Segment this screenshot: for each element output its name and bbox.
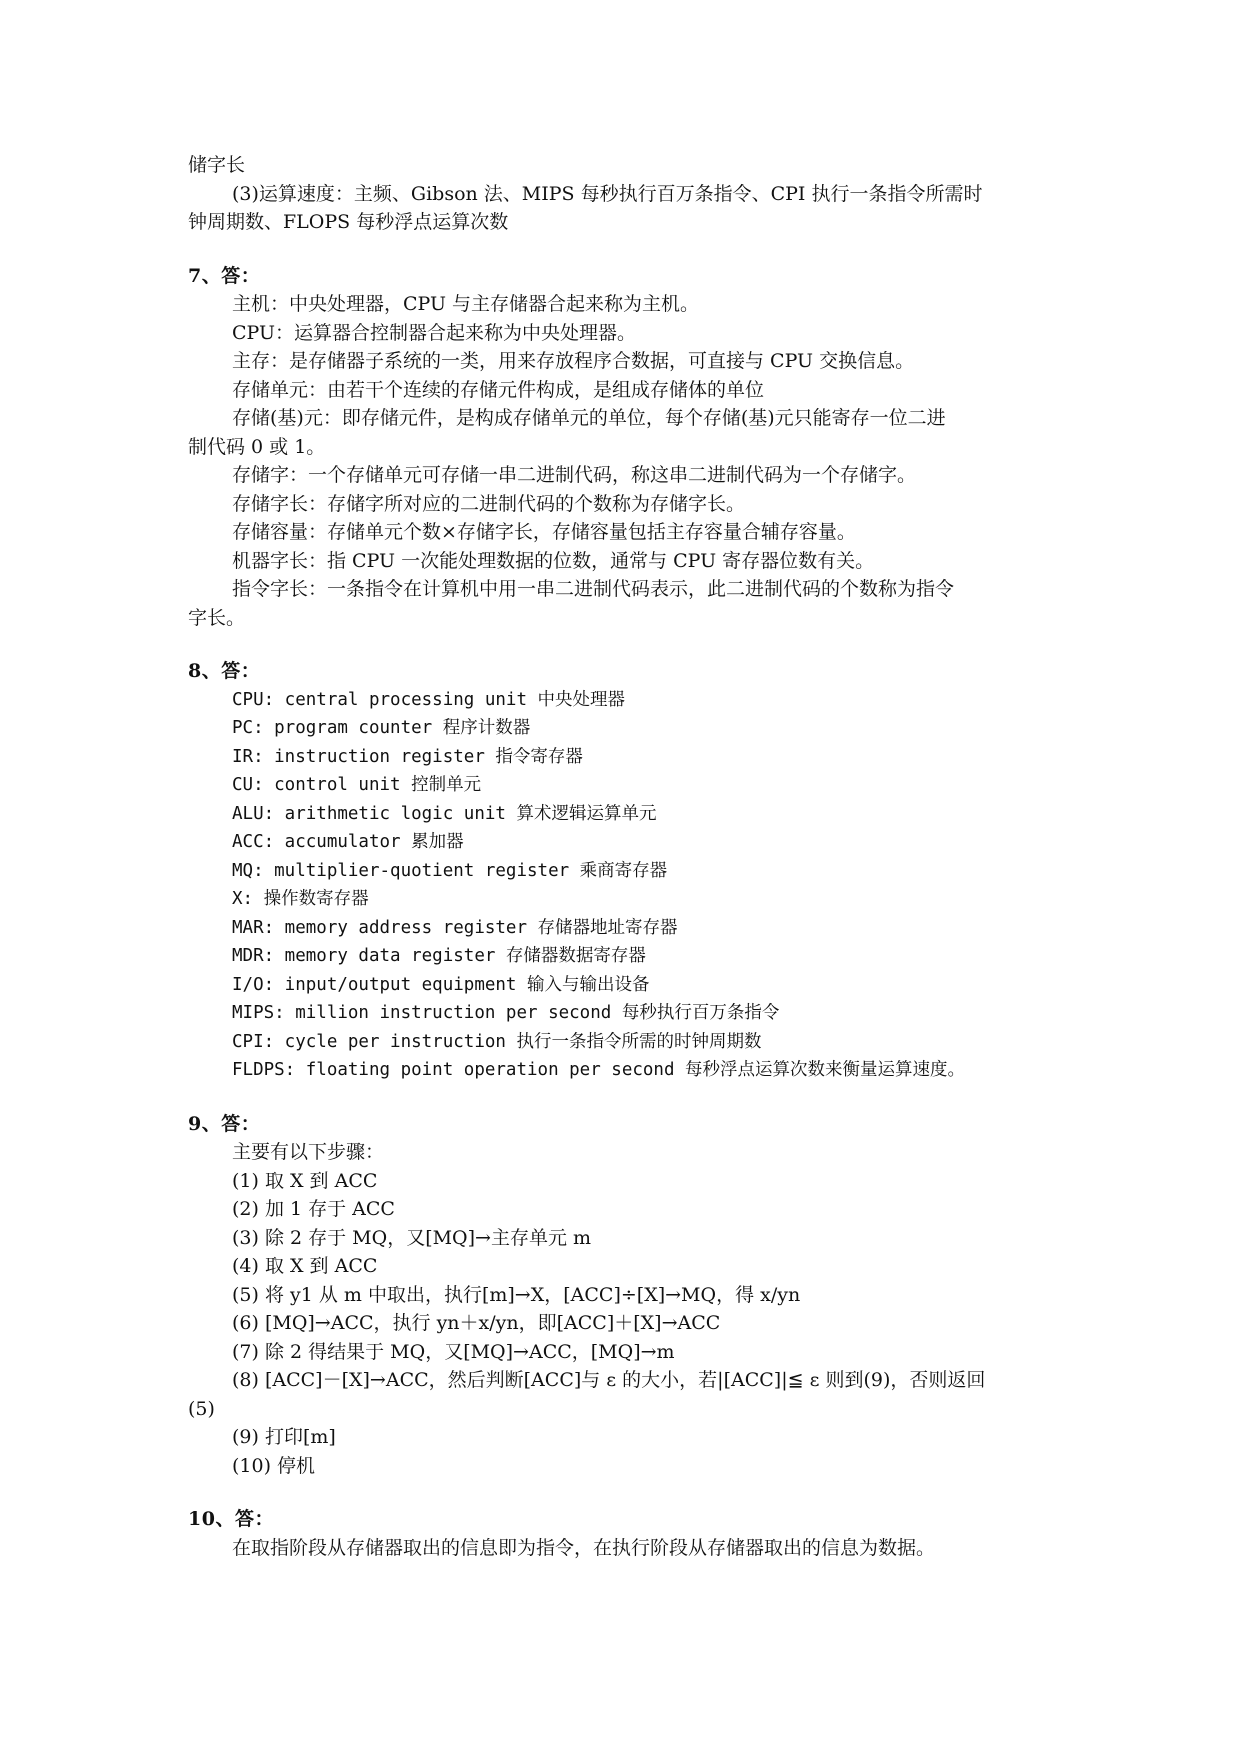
q7-line: 主机：中央处理器，CPU 与主存储器合起来称为主机。 [232, 293, 700, 315]
q7-line: CPU：运算器合控制器合起来称为中央处理器。 [232, 321, 637, 344]
q8-term: IR: instruction register 指令寄存器 [232, 746, 583, 767]
q8-term: MIPS: million instruction per second 每秒执行百万条指令 [232, 1003, 780, 1023]
q7-line: 存储(基)元：即存储元件，是构成存储单元的单位，每个存储(基)元只能寄存一位二进 [232, 407, 946, 429]
document-page [188, 151, 1058, 1562]
q9-step: (2) 加 1 存于 ACC [232, 1198, 395, 1220]
q9-step: (7) 除 2 得结果于 MQ，又[MQ]→ACC，[MQ]→m [232, 1340, 675, 1363]
q9-step: (5) [188, 1397, 215, 1420]
q8-term: CPU: central processing unit 中央处理器 [232, 689, 626, 710]
intro-line-2: (3)运算速度：主频、Gibson 法、MIPS 每秒执行百万条指令、CPI 执行一条指令所需时 [232, 182, 983, 205]
q9-step: (9) 打印[m] [232, 1426, 336, 1448]
q9-step: (10) 停机 [232, 1454, 316, 1477]
q7-line: 主存：是存储器子系统的一类，用来存放程序合数据，可直接与 CPU 交换信息。 [232, 350, 915, 372]
q8-term: MAR: memory address register 存储器地址寄存器 [232, 917, 678, 938]
q8-term: X: 操作数寄存器 [232, 889, 369, 909]
q9-step: 主要有以下步骤： [232, 1141, 385, 1163]
intro-section [188, 151, 1058, 237]
q8-term: I/O: input/output equipment 输入与输出设备 [232, 974, 650, 995]
q9-step: (3) 除 2 存于 MQ，又[MQ]→主存单元 m [232, 1226, 592, 1249]
q8-term: FLDPS: floating point operation per second 每秒浮点运算次数来衡量运算速度。 [232, 1060, 966, 1080]
q10-section [188, 1505, 1058, 1562]
q8-term: PC: program counter 程序计数器 [232, 718, 531, 738]
q8-heading: 8、答： [188, 660, 261, 682]
q8-term: MDR: memory data register 存储器数据寄存器 [232, 946, 646, 966]
q9-step: (1) 取 X 到 ACC [232, 1169, 378, 1192]
q7-line: 指令字长：一条指令在计算机中用一串二进制代码表示，此二进制代码的个数称为指令 [232, 578, 955, 600]
q7-line: 存储单元：由若干个连续的存储元件构成，是组成存储体的单位 [232, 378, 765, 401]
intro-line-1: 储字长 [188, 154, 246, 176]
intro-line-3: 钟周期数、FLOPS 每秒浮点运算次数 [188, 211, 509, 233]
q9-step: (5) 将 y1 从 m 中取出，执行[m]→X，[ACC]÷[X]→MQ，得 x/yn [232, 1283, 801, 1306]
q8-term: CPI: cycle per instruction 执行一条指令所需的时钟周期数 [232, 1031, 762, 1052]
q10-heading: 10、答： [188, 1508, 274, 1530]
q7-section [188, 262, 1058, 633]
q9-heading: 9、答： [188, 1112, 261, 1135]
q7-line: 字长。 [188, 606, 246, 629]
q7-line: 存储字：一个存储单元可存储一串二进制代码，称这串二进制代码为一个存储字。 [232, 464, 917, 486]
q9-section [188, 1110, 1058, 1481]
q7-line: 制代码 0 或 1。 [188, 435, 326, 458]
q7-line: 机器字长：指 CPU 一次能处理数据的位数，通常与 CPU 寄存器位数有关。 [232, 549, 875, 572]
q7-line: 存储字长：存储字所对应的二进制代码的个数称为存储字长。 [232, 492, 746, 515]
q7-heading: 7、答： [188, 264, 261, 287]
q8-term: CU: control unit 控制单元 [232, 775, 482, 795]
q8-term: ALU: arithmetic logic unit 算术逻辑运算单元 [232, 803, 657, 824]
q10-line: 在取指阶段从存储器取出的信息即为指令，在执行阶段从存储器取出的信息为数据。 [232, 1536, 936, 1559]
q8-term: MQ: multiplier-quotient register 乘商寄存器 [232, 860, 668, 881]
q7-line: 存储容量：存储单元个数×存储字长，存储容量包括主存容量合辅存容量。 [232, 521, 856, 543]
q9-step: (6) [MQ]→ACC，执行 yn＋x/yn，即[ACC]＋[X]→ACC [232, 1312, 721, 1334]
q8-term: ACC: accumulator 累加器 [232, 832, 464, 852]
q9-step: (4) 取 X 到 ACC [232, 1255, 378, 1277]
q8-section [188, 657, 1058, 1085]
q9-step: (8) [ACC]－[X]→ACC，然后判断[ACC]与 ε 的大小，若|[ACC]|≦ ε 则到(9)，否则返回 [232, 1369, 986, 1391]
